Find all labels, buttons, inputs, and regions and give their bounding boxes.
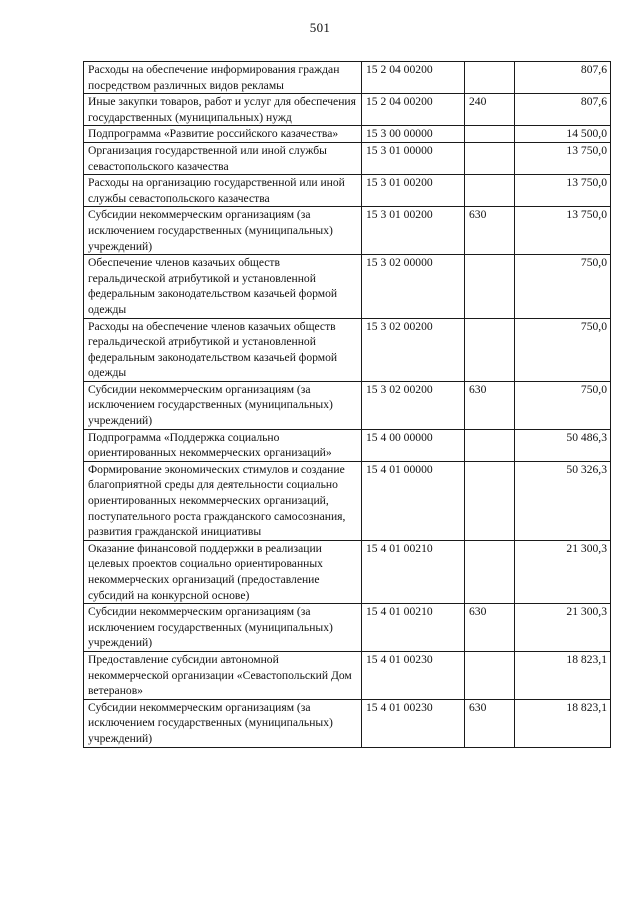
budget-table: [83, 61, 611, 748]
row-type-cell: [465, 429, 515, 461]
row-code-cell: 15 3 01 00000: [362, 142, 465, 174]
row-code-cell: 15 4 01 00210: [362, 604, 465, 652]
row-name-cell: Оказание финансовой поддержки в реализации целевых проектов социально ориентированных некоммерческих организаций (предоставление субсидий на конкурсной основе): [84, 540, 362, 603]
row-type-cell: 630: [465, 381, 515, 429]
row-type-cell: [465, 651, 515, 699]
row-type-cell: [465, 318, 515, 381]
row-code-cell: 15 3 00 00000: [362, 126, 465, 143]
table-row: [84, 461, 611, 540]
row-name-cell: Субсидии некоммерческим организациям (за исключением государственных (муниципальных) учреждений): [84, 699, 362, 747]
row-name-cell: Организация государственной или иной службы севастопольского казачества: [84, 142, 362, 174]
row-type-cell: 630: [465, 207, 515, 255]
table-row: [84, 604, 611, 652]
row-sum-cell: 13 750,0: [515, 175, 611, 207]
row-name-cell: Расходы на организацию государственной или иной службы севастопольского казачества: [84, 175, 362, 207]
table-row: [84, 651, 611, 699]
row-type-cell: 630: [465, 604, 515, 652]
table-row: [84, 255, 611, 318]
row-sum-cell: 21 300,3: [515, 540, 611, 603]
table-row: [84, 699, 611, 747]
row-sum-cell: 750,0: [515, 381, 611, 429]
row-code-cell: 15 2 04 00200: [362, 94, 465, 126]
row-type-cell: 240: [465, 94, 515, 126]
row-sum-cell: 18 823,1: [515, 699, 611, 747]
row-code-cell: 15 3 01 00200: [362, 175, 465, 207]
row-type-cell: [465, 540, 515, 603]
row-sum-cell: 13 750,0: [515, 207, 611, 255]
row-sum-cell: 50 486,3: [515, 429, 611, 461]
row-type-cell: [465, 142, 515, 174]
row-code-cell: 15 3 02 00200: [362, 381, 465, 429]
row-code-cell: 15 4 00 00000: [362, 429, 465, 461]
row-type-cell: 630: [465, 699, 515, 747]
row-sum-cell: 750,0: [515, 318, 611, 381]
row-code-cell: 15 4 01 00000: [362, 461, 465, 540]
row-sum-cell: 50 326,3: [515, 461, 611, 540]
row-code-cell: 15 3 01 00200: [362, 207, 465, 255]
row-sum-cell: 13 750,0: [515, 142, 611, 174]
row-name-cell: Иные закупки товаров, работ и услуг для обеспечения государственных (муниципальных) нужд: [84, 94, 362, 126]
row-type-cell: [465, 62, 515, 94]
row-code-cell: 15 4 01 00230: [362, 699, 465, 747]
row-code-cell: 15 2 04 00200: [362, 62, 465, 94]
row-type-cell: [465, 175, 515, 207]
table-row: [84, 381, 611, 429]
row-sum-cell: 750,0: [515, 255, 611, 318]
row-name-cell: Расходы на обеспечение информирования граждан посредством различных видов рекламы: [84, 62, 362, 94]
table-row: [84, 207, 611, 255]
row-type-cell: [465, 126, 515, 143]
row-code-cell: 15 3 02 00200: [362, 318, 465, 381]
row-name-cell: Субсидии некоммерческим организациям (за исключением государственных (муниципальных) учреждений): [84, 604, 362, 652]
row-sum-cell: 807,6: [515, 94, 611, 126]
row-sum-cell: 807,6: [515, 62, 611, 94]
table-row: [84, 142, 611, 174]
budget-table-body: [84, 62, 611, 748]
row-name-cell: Расходы на обеспечение членов казачьих обществ геральдической атрибутикой и установленной федеральным законодательством казачьей формой одежды: [84, 318, 362, 381]
row-sum-cell: 21 300,3: [515, 604, 611, 652]
table-row: [84, 429, 611, 461]
row-code-cell: 15 4 01 00210: [362, 540, 465, 603]
table-row: [84, 126, 611, 143]
row-sum-cell: 18 823,1: [515, 651, 611, 699]
table-row: [84, 540, 611, 603]
row-type-cell: [465, 461, 515, 540]
row-name-cell: Предоставление субсидии автономной некоммерческой организации «Севастопольский Дом ветеранов»: [84, 651, 362, 699]
row-type-cell: [465, 255, 515, 318]
row-code-cell: 15 4 01 00230: [362, 651, 465, 699]
table-row: [84, 318, 611, 381]
table-row: [84, 94, 611, 126]
row-name-cell: Формирование экономических стимулов и создание благоприятной среды для деятельности социально ориентированных некоммерческих организаций, поступательного роста гражданского самосознания, развития гражданской инициативы: [84, 461, 362, 540]
row-code-cell: 15 3 02 00000: [362, 255, 465, 318]
row-sum-cell: 14 500,0: [515, 126, 611, 143]
row-name-cell: Подпрограмма «Поддержка социально ориентированных некоммерческих организаций»: [84, 429, 362, 461]
row-name-cell: Подпрограмма «Развитие российского казачества»: [84, 126, 362, 143]
table-row: [84, 175, 611, 207]
row-name-cell: Обеспечение членов казачьих обществ геральдической атрибутикой и установленной федеральным законодательством казачьей формой одежды: [84, 255, 362, 318]
page-number: 501: [309, 20, 331, 35]
table-row: [84, 62, 611, 94]
row-name-cell: Субсидии некоммерческим организациям (за исключением государственных (муниципальных) учреждений): [84, 207, 362, 255]
row-name-cell: Субсидии некоммерческим организациям (за исключением государственных (муниципальных) учреждений): [84, 381, 362, 429]
